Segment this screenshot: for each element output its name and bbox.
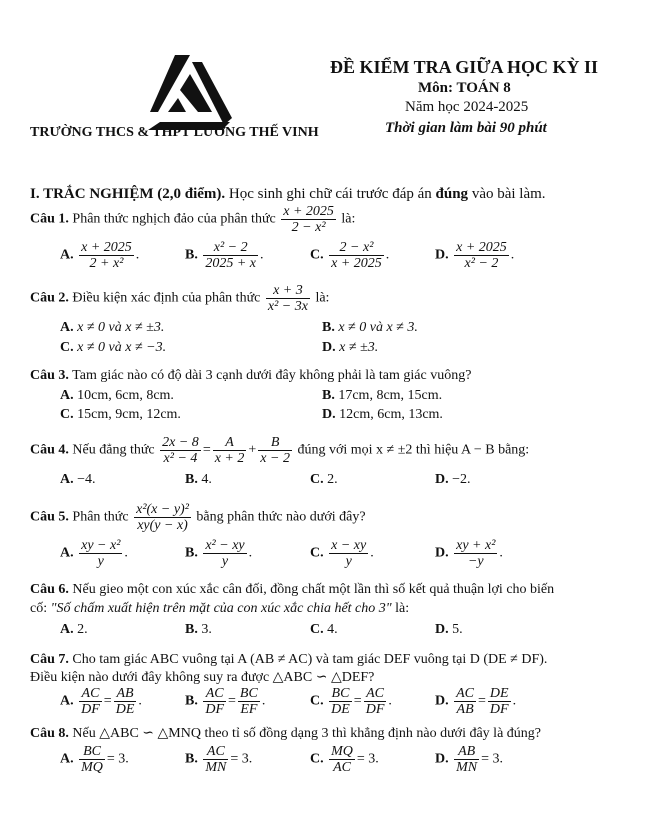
q1-option-b: B. $\frac{\text{x² − 2}}{2025 + x}$ . <box>185 240 264 271</box>
question-2 <box>30 283 329 314</box>
q1-fraction <box>281 204 336 235</box>
q6-line1: Nếu gieo một con xúc xắc cân đối, đồng chất một lần thì số kết quả thuận lợi cho biến <box>72 582 555 597</box>
q6-option-d <box>435 622 463 638</box>
q2-option-a <box>60 320 164 336</box>
q5-option-a: A. $\frac{\text{xy − x²}}{y}$ . <box>60 538 128 569</box>
q8-option-a <box>60 744 129 775</box>
exam-duration: Thời gian làm bài 90 phút <box>385 120 547 136</box>
q1-b-letter: B. <box>185 247 198 263</box>
q7-a-l-den: DF <box>81 702 100 717</box>
q7-b-r-den: EF <box>240 702 258 717</box>
q2-num: x + 3 <box>266 283 310 299</box>
q2-label: Câu 2. <box>30 290 69 306</box>
q7-d-l-den: AB <box>456 702 474 717</box>
q4-f2-num: A <box>213 435 247 451</box>
q3-option-a <box>60 388 174 404</box>
q4-b-letter: B. <box>185 472 198 487</box>
q2-option-c <box>60 340 166 356</box>
q6-line2-quote: "Số chấm xuất hiện trên mặt của con xúc xắc chia hết cho 3" <box>50 601 392 616</box>
q3-c-text: 15cm, 9cm, 12cm. <box>77 407 181 422</box>
q1-option-d: D. $\frac{x + 2025}{\text{x² − 2}}$ . <box>435 240 515 271</box>
q7-option-a: A. $\frac{AC}{DF}$ = $\frac{AB}{DE}$ . <box>60 686 142 717</box>
q3-c-letter: C. <box>60 407 74 422</box>
q6-option-c <box>310 622 338 638</box>
q2-a-letter: A. <box>60 320 74 335</box>
q1-c-num: 2 − x² <box>329 240 384 256</box>
q1-a-num: x + 2025 <box>81 240 132 255</box>
q2-c-text: x ≠ 0 và x ≠ −3. <box>77 340 167 355</box>
q4-f1-num: 2x − 8 <box>162 435 199 450</box>
q7-b-r-num: BC <box>239 686 258 701</box>
q4-d-text: −2. <box>452 472 471 487</box>
q6-a-text: 2. <box>77 622 88 637</box>
q1-d-num: x + 2025 <box>456 240 507 255</box>
q2-den: x² − 3x <box>267 299 308 314</box>
q4-c-text: 2. <box>327 472 338 487</box>
q2-b-text: x ≠ 0 và x ≠ 3. <box>338 320 418 335</box>
q7-c-letter: C. <box>310 693 324 709</box>
q8-b-num: AC <box>203 744 228 760</box>
q4-f3-num: B <box>258 435 292 451</box>
q8-a-den: MQ <box>81 760 103 775</box>
q5-den: xy(y − x) <box>137 518 188 533</box>
q3-text: Tam giác nào có độ dài 3 cạnh dưới đây không phải là tam giác vuông? <box>72 368 472 383</box>
q8-b-letter: B. <box>185 751 198 767</box>
q5-a-den: y <box>97 554 104 569</box>
q8-option-b <box>185 744 252 775</box>
q7-d-r-num: DE <box>489 686 509 701</box>
q6-b-letter: B. <box>185 622 198 637</box>
q4-option-c <box>310 472 338 488</box>
section-heading <box>30 186 546 202</box>
q8-a-rhs: = 3. <box>106 751 129 767</box>
question-7-line2 <box>30 670 374 686</box>
q2-c-letter: C. <box>60 340 74 355</box>
q7-d-r-den: DF <box>489 702 509 717</box>
q1-d-letter: D. <box>435 247 449 263</box>
q3-option-d <box>322 407 443 423</box>
q4-f3-den: x − 2 <box>260 451 290 466</box>
q1-text: Phân thức nghịch đảo của phân thức <box>72 211 276 227</box>
q2-d-text: x ≠ ±3. <box>339 340 379 355</box>
q3-d-letter: D. <box>322 407 336 422</box>
q5-d-num: xy + x² <box>456 538 496 553</box>
q8-d-rhs: = 3. <box>481 751 504 767</box>
q6-option-a <box>60 622 88 638</box>
q7-a-r-num: AB <box>114 686 137 702</box>
q5-num: x²(x − y)² <box>136 502 189 517</box>
q8-b-den: MN <box>205 760 227 775</box>
q5-c-letter: C. <box>310 545 324 561</box>
q5-option-c: C. $\frac{x - xy}{y}$ . <box>310 538 374 569</box>
q6-label: Câu 6. <box>30 582 69 597</box>
question-6 <box>30 582 554 598</box>
q4-label: Câu 4. <box>30 442 69 458</box>
q1-d-den: x² − 2 <box>464 256 499 271</box>
q2-post: là: <box>315 290 330 306</box>
q8-c-letter: C. <box>310 751 324 767</box>
q8-c-num: MQ <box>331 744 353 759</box>
q1-b-den: 2025 + x <box>205 256 257 271</box>
school-name: TRƯỜNG THCS & THPT LƯƠNG THẾ VINH <box>30 125 319 140</box>
q7-option-b: B. $\frac{AC}{DF}$ = $\frac{BC}{EF}$ . <box>185 686 266 717</box>
section-instruction-post: vào bài làm. <box>468 186 546 202</box>
q1-label: Câu 1. <box>30 211 69 227</box>
q1-num: x + 2025 <box>283 204 334 219</box>
q5-fraction <box>134 502 191 533</box>
question-7 <box>30 652 547 668</box>
section-instruction-pre: Học sinh ghi chữ cái trước đáp án <box>228 186 436 202</box>
q1-a-den: 2 + x² <box>89 256 124 271</box>
section-instruction-bold: đúng <box>435 186 469 202</box>
q6-option-b <box>185 622 212 638</box>
school-logo <box>140 50 240 135</box>
q2-a-text: x ≠ 0 và x ≠ ±3. <box>77 320 165 335</box>
q2-option-d <box>322 340 378 356</box>
q5-d-den: −y <box>467 554 484 569</box>
q1-option-c: C. $\frac{\text{2 − x²}}{x + 2025}$ . <box>310 240 390 271</box>
q4-b-text: 4. <box>201 472 212 487</box>
q3-b-letter: B. <box>322 388 335 403</box>
q1-option-a: A. $\frac{x + 2025}{\text{2 + x²}}$ . <box>60 240 140 271</box>
question-4: Câu 4. Nếu đẳng thức $\frac{2x - 8}{\text{x² − 4}}$ = $\frac{A}{x + 2}$ + $\frac{B}{x - 2}$ đúng với mọi x ≠ ±2 thì hiệu A − B bằng: <box>30 435 530 466</box>
q6-d-letter: D. <box>435 622 449 637</box>
q5-text: Phân thức <box>72 509 129 525</box>
q2-b-letter: B. <box>322 320 335 335</box>
q4-text: Nếu đẳng thức <box>72 442 155 458</box>
section-title: I. TRẮC NGHIỆM (2,0 điểm). <box>30 186 226 202</box>
q6-line2-pre: cố: <box>30 601 51 616</box>
q7-label: Câu 7. <box>30 652 69 667</box>
q5-d-letter: D. <box>435 545 449 561</box>
q7-b-l-den: DF <box>205 702 225 717</box>
q1-c-den: x + 2025 <box>331 256 382 271</box>
q6-d-text: 5. <box>452 622 463 637</box>
q1-den: 2 − x² <box>291 220 326 235</box>
q8-c-den: AC <box>333 760 351 775</box>
q7-b-l-num: AC <box>203 686 226 702</box>
q8-c-rhs: = 3. <box>356 751 379 767</box>
q4-option-b <box>185 472 212 488</box>
q8-d-num: AB <box>454 744 479 760</box>
q2-option-b <box>322 320 418 336</box>
q7-b-letter: B. <box>185 693 198 709</box>
q7-option-d: D. $\frac{AC}{AB}$ = $\frac{DE}{DF}$ . <box>435 686 517 717</box>
q6-c-text: 4. <box>327 622 338 637</box>
q1-c-letter: C. <box>310 247 324 263</box>
q6-a-letter: A. <box>60 622 74 637</box>
q8-label: Câu 8. <box>30 726 69 741</box>
q3-option-c <box>60 407 181 423</box>
q4-f2-den: x + 2 <box>214 451 245 466</box>
q2-text: Điều kiện xác định của phân thức <box>72 290 261 306</box>
q7-a-l-num: AC <box>79 686 102 702</box>
q7-c-l-num: BC <box>329 686 352 702</box>
q3-label: Câu 3. <box>30 368 69 383</box>
q3-a-text: 10cm, 6cm, 8cm. <box>77 388 174 403</box>
q2-d-letter: D. <box>322 340 336 355</box>
q5-a-num: xy − x² <box>81 538 121 553</box>
question-1 <box>30 204 355 235</box>
q5-b-den: y <box>221 554 229 569</box>
question-6-line2 <box>30 601 409 617</box>
q4-option-d <box>435 472 471 488</box>
q8-option-c <box>310 744 379 775</box>
q4-f1-den: x² − 4 <box>163 451 198 466</box>
q7-line2: Điều kiện nào dưới đây không suy ra được △ABC ∽ △DEF? <box>30 670 375 685</box>
q8-b-rhs: = 3. <box>230 751 253 767</box>
q4-a-letter: A. <box>60 472 74 487</box>
q4-c-letter: C. <box>310 472 324 487</box>
q8-d-letter: D. <box>435 751 449 767</box>
q5-option-b: B. $\frac{\text{x² − xy}}{y}$ . <box>185 538 253 569</box>
q5-a-letter: A. <box>60 545 74 561</box>
q8-option-d <box>435 744 503 775</box>
q2-fraction <box>266 283 310 314</box>
q6-line2-post: là: <box>391 601 410 616</box>
q5-label: Câu 5. <box>30 509 69 525</box>
q7-d-letter: D. <box>435 693 449 709</box>
q7-c-r-den: DF <box>365 702 385 717</box>
q7-d-l-num: AC <box>456 686 475 701</box>
q3-a-letter: A. <box>60 388 74 403</box>
q7-c-r-num: AC <box>364 686 387 702</box>
q1-post: là: <box>341 211 356 227</box>
q7-c-l-den: DE <box>331 702 350 717</box>
q5-b-letter: B. <box>185 545 198 561</box>
q8-text: Nếu △ABC ∽ △MNQ theo tỉ số đồng dạng 3 thì khẳng định nào dưới đây là đúng? <box>72 726 542 741</box>
q6-b-text: 3. <box>201 622 212 637</box>
q1-a-letter: A. <box>60 247 74 263</box>
q8-d-den: MN <box>456 760 478 775</box>
q6-c-letter: C. <box>310 622 324 637</box>
q5-c-num: x − xy <box>331 538 367 553</box>
q7-a-letter: A. <box>60 693 74 709</box>
school-year: Năm học 2024-2025 <box>405 99 529 115</box>
question-5 <box>30 502 366 533</box>
q4-d-letter: D. <box>435 472 449 487</box>
question-8 <box>30 726 541 742</box>
q3-option-b <box>322 388 442 404</box>
q3-d-text: 12cm, 6cm, 13cm. <box>339 407 443 422</box>
q4-a-text: −4. <box>77 472 96 487</box>
q8-a-letter: A. <box>60 751 74 767</box>
q7-line1: Cho tam giác ABC vuông tại A (AB ≠ AC) và tam giác DEF vuông tại D (DE ≠ DF). <box>72 652 548 667</box>
q4-option-a <box>60 472 96 488</box>
question-3 <box>30 368 471 384</box>
exam-title: ĐỀ KIỂM TRA GIỮA HỌC KỲ II <box>330 57 599 77</box>
q5-c-den: y <box>345 554 352 569</box>
q5-b-num: x² − xy <box>205 538 245 553</box>
q7-option-c: C. $\frac{BC}{DE}$ = $\frac{AC}{DF}$ . <box>310 686 392 717</box>
exam-subject: Môn: TOÁN 8 <box>418 80 511 96</box>
q8-a-num: BC <box>79 744 105 760</box>
q7-a-r-den: DE <box>115 702 135 717</box>
q4-post: đúng với mọi x ≠ ±2 thì hiệu A − B bằng: <box>297 442 530 458</box>
q3-b-text: 17cm, 8cm, 15cm. <box>338 388 443 403</box>
q5-post: bằng phân thức nào dưới đây? <box>196 509 366 525</box>
q5-option-d: D. $\frac{\text{xy + x²}}{-y}$ . <box>435 538 503 569</box>
q1-b-num: x² − 2 <box>203 240 258 256</box>
